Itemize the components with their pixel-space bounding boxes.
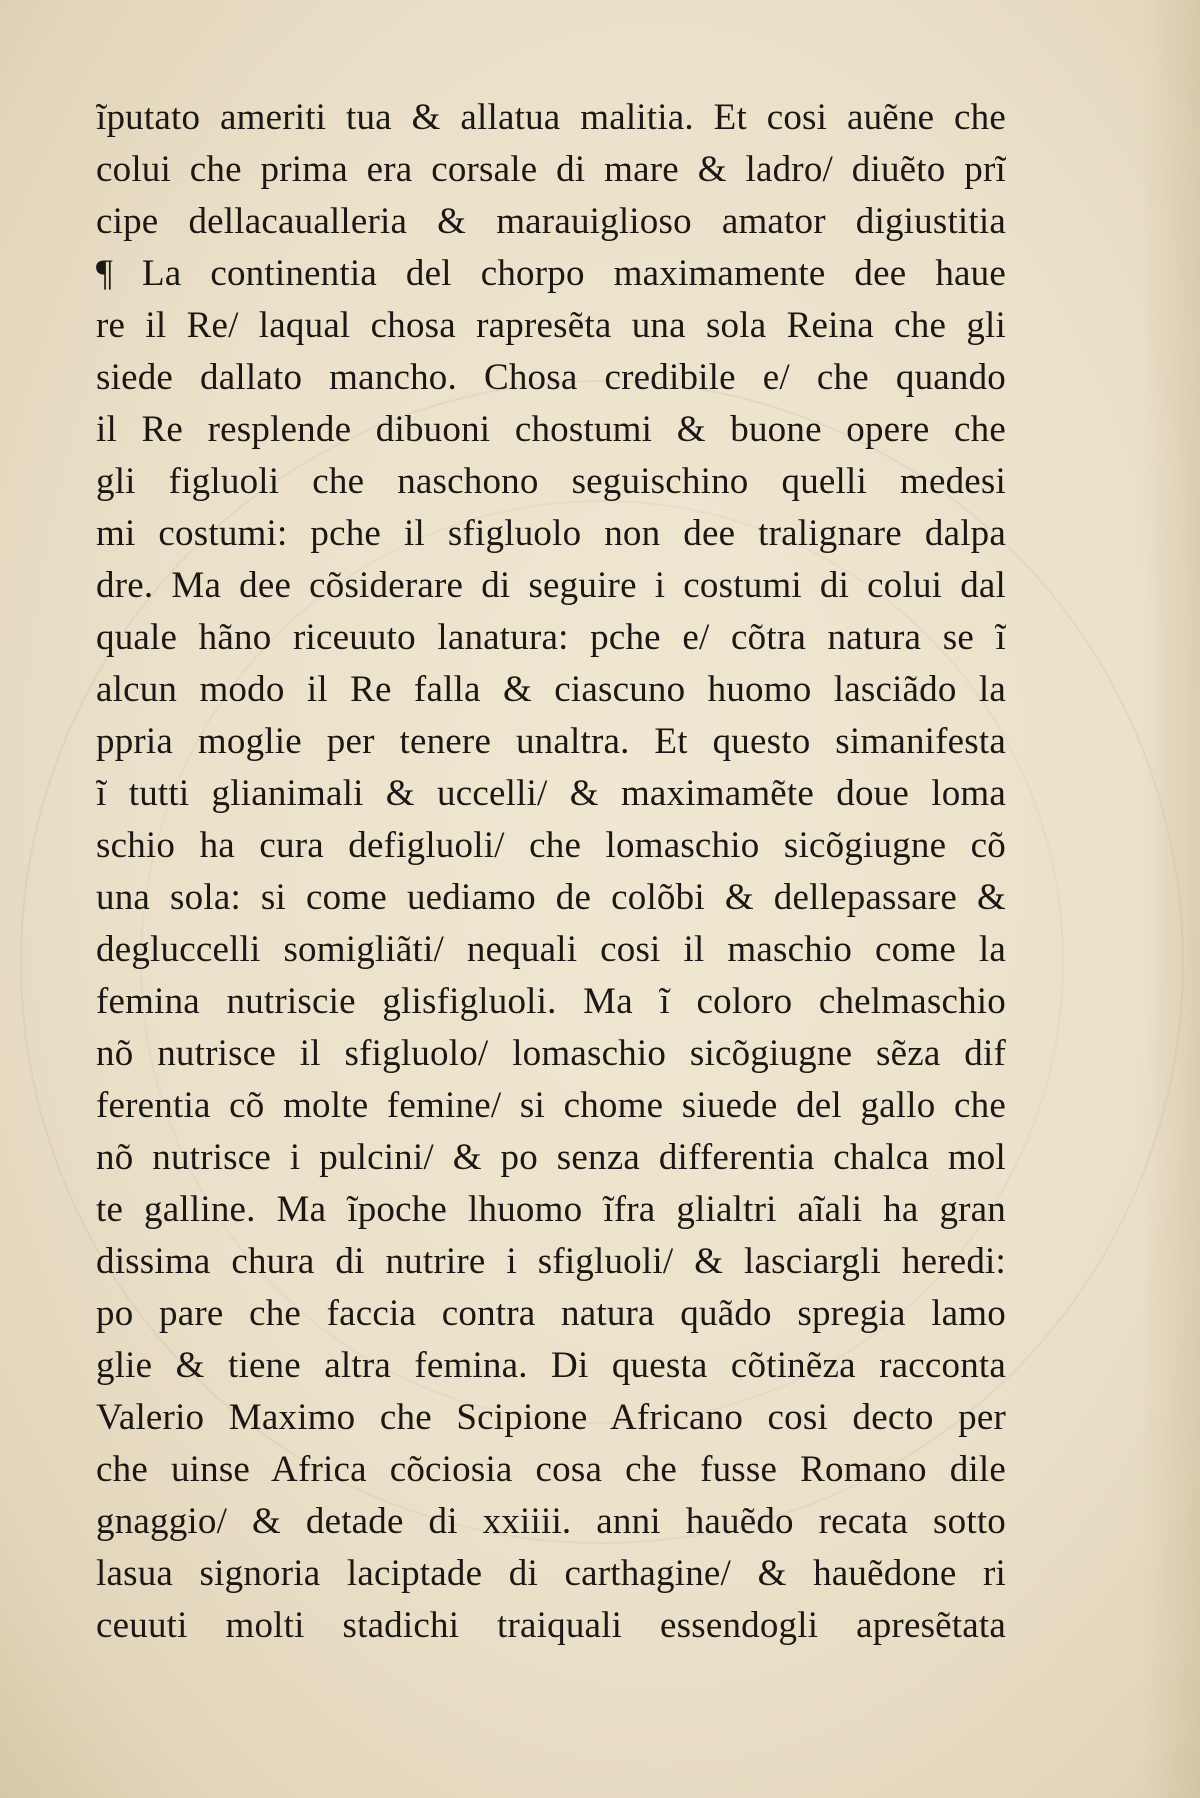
text-line: re il Re/ laqual chosa rapresẽta una sola Reina che gli <box>96 305 1006 346</box>
text-line: ¶ La continentia del chorpo maximamente dee haue <box>96 253 1006 294</box>
text-line: dissima chura di nutrire i sfigluoli/ & lasciargli heredi: <box>96 1241 1006 1282</box>
text-line: cipe dellacaualleria & marauiglioso amator digiustitia <box>96 201 1006 242</box>
printed-text-block <box>96 92 1006 1652</box>
text-line: quale hãno riceuuto lanatura: pche e/ cõtra natura se ĩ <box>96 617 1006 658</box>
text-line: ĩputato ameriti tua & allatua malitia. Et cosi auẽne che <box>96 97 1006 138</box>
text-line: gnaggio/ & detade di xxiiii. anni hauẽdo recata sotto <box>96 1501 1006 1542</box>
text-line: gli figluoli che naschono seguischino quelli medesi <box>96 461 1006 502</box>
text-line: ĩ tutti glianimali & uccelli/ & maximamẽte doue loma <box>96 773 1006 814</box>
text-line: po pare che faccia contra natura quãdo spregia lamo <box>96 1293 1006 1334</box>
text-line: siede dallato mancho. Chosa credibile e/ che quando <box>96 357 1006 398</box>
text-line: glie & tiene altra femina. Di questa cõtinẽza racconta <box>96 1345 1006 1386</box>
text-line: ceuuti molti stadichi traiquali essendogli apresẽtata <box>96 1605 1006 1646</box>
text-line: Valerio Maximo che Scipione Africano cosi decto per <box>96 1397 1006 1438</box>
text-line: nõ nutrisce i pulcini/ & po senza differentia chalca mol <box>96 1137 1006 1178</box>
text-line: femina nutriscie glisfigluoli. Ma ĩ coloro chelmaschio <box>96 981 1006 1022</box>
text-line: te galline. Ma ĩpoche lhuomo ĩfra glialtri aĩali ha gran <box>96 1189 1006 1230</box>
text-line: una sola: si come uediamo de colõbi & dellepassare & <box>96 877 1006 918</box>
text-line: schio ha cura defigluoli/ che lomaschio sicõgiugne cõ <box>96 825 1006 866</box>
text-line: ferentia cõ molte femine/ si chome siuede del gallo che <box>96 1085 1006 1126</box>
text-line: che uinse Africa cõciosia cosa che fusse Romano dile <box>96 1449 1006 1490</box>
text-line: nõ nutrisce il sfigluolo/ lomaschio sicõgiugne sẽza dif <box>96 1033 1006 1074</box>
page-edge-shadow <box>1140 0 1200 1798</box>
text-line: colui che prima era corsale di mare & ladro/ diuẽto prĩ <box>96 149 1006 190</box>
text-line: il Re resplende dibuoni chostumi & buone opere che <box>96 409 1006 450</box>
text-line: alcun modo il Re falla & ciascuno huomo lasciãdo la <box>96 669 1006 710</box>
text-line: dre. Ma dee cõsiderare di seguire i costumi di colui dal <box>96 565 1006 606</box>
text-line: ppria moglie per tenere unaltra. Et questo simanifesta <box>96 721 1006 762</box>
text-line: mi costumi: pche il sfigluolo non dee tralignare dalpa <box>96 513 1006 554</box>
text-line: lasua signoria laciptade di carthagine/ & hauẽdone ri <box>96 1553 1006 1594</box>
text-line: degluccelli somigliãti/ nequali cosi il maschio come la <box>96 929 1006 970</box>
